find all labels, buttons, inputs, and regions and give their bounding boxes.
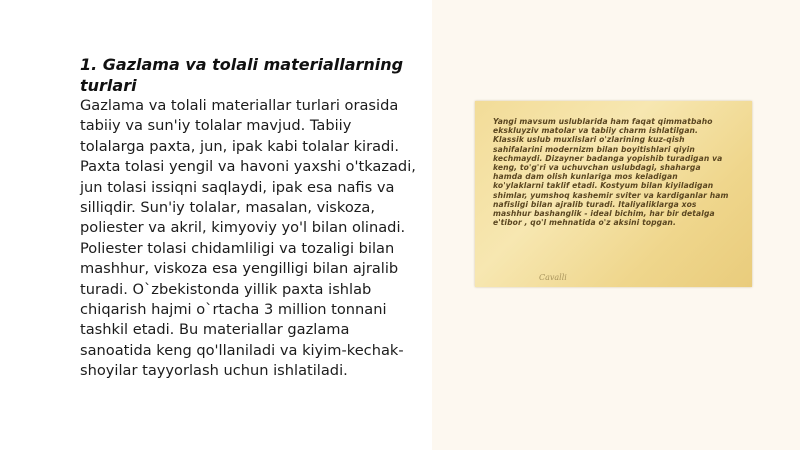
- fashion-note-image: [475, 101, 752, 287]
- note-image-text: Yangi mavsum uslublarida ham faqat qimmatbaho ekskluyziv matolar va tabiiy charm ishlatilgan. Klassik uslub muxlislari o'zlarining kuz-qish sahifalarini modernizm bilan boyitishlari qiyin kechmaydi. Dizayner badanga yopishib turadigan va keng, to'g'ri va uchuvchan uslubdagi, shaharga hamda dam olish kunlariga mos keladigan ko'ylaklarni taklif etadi. Kostyum bilan kiyiladigan shimlar, yumshoq kashemir sviter va kardiganlar ham nafisligi bilan ajralib turadi. Italiyaliklarga xos mashhur bashanglik - ideal bichim, har bir detalga e'tibor , qo'l mehnatida o'z aksini topgan.: [493, 117, 729, 228]
- content-block: [80, 54, 420, 382]
- note-signature: Cavalli: [539, 273, 567, 282]
- slide-title: 1. Gazlama va tolali materiallarning turlari: [80, 55, 404, 95]
- body-paragraph: Gazlama va tolali materiallar turlari orasida tabiiy va sun'iy tolalar mavjud. Tabiiy tolalarga paxta, jun, ipak kabi tolalar kiradi. Paxta tolasi yengil va havoni yaxshi o'tkazadi, jun tolasi issiqni saqlaydi, ipak esa nafis va silliqdir. Sun'iy tolalar, masalan, viskoza, poliester va akril, kimyoviy yo'l bilan olinadi. Poliester tolasi chidamliligi va tozaligi bilan mashhur, viskoza esa yengilligi bilan ajralib turadi. O`zbekistonda yillik paxta ishlab chiqarish hajmi o`rtacha 3 million tonnani tashkil etadi. Bu materiallar gazlama sanoatida keng qo'llaniladi va kiyim-kechak-shoyilar tayyorlash uchun ishlatiladi.: [80, 97, 416, 380]
